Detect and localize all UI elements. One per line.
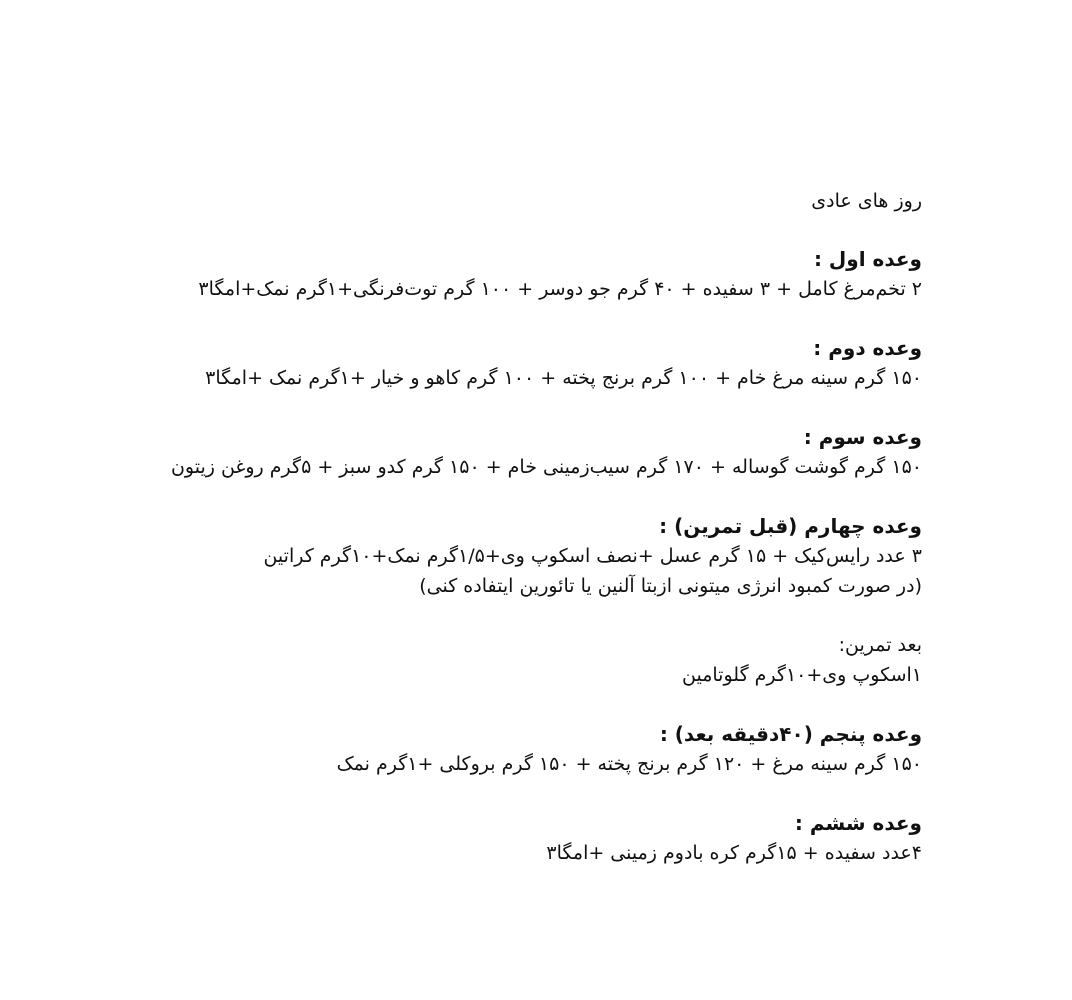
meal-1-items: ۲ تخم‌مرغ کامل + ۳ سفیده + ۴۰ گرم جو دوسر + ۱۰۰ گرم توت‌فرنگی+۱گرم نمک+امگا۳ <box>198 278 922 300</box>
document-body <box>162 186 922 868</box>
post-workout-heading: بعد تمرین: <box>838 634 922 656</box>
meal-1-heading: وعده اول : <box>813 247 922 271</box>
meal-3-heading: وعده سوم : <box>803 425 922 449</box>
meal-2-items: ۱۵۰ گرم سینه مرغ خام + ۱۰۰ گرم برنج پخته + ۱۰۰ گرم کاهو و خیار +۱گرم نمک +امگا۳ <box>205 367 922 389</box>
meal-2-heading: وعده دوم : <box>813 336 922 360</box>
meal-4-items: ۳ عدد رایس‌کیک + ۱۵ گرم عسل +نصف اسکوپ وی+۱/۵گرم نمک+۱۰گرم کراتین <box>263 545 922 567</box>
meal-5-heading: وعده پنجم (۴۰دقیقه بعد) : <box>659 722 922 746</box>
meal-5-items: ۱۵۰ گرم سینه مرغ + ۱۲۰ گرم برنج پخته + ۱۵۰ گرم بروکلی +۱گرم نمک <box>336 753 922 775</box>
meal-6-heading: وعده ششم : <box>794 811 922 835</box>
post-workout-items: ۱اسکوپ وی+۱۰گرم گلوتامین <box>682 664 922 686</box>
meal-4-note: (در صورت کمبود انرژی میتونی ازبتا آلنین یا تائورین ایتفاده کنی) <box>419 575 922 597</box>
meal-4-heading: وعده چهارم (قبل تمرین) : <box>659 514 922 538</box>
meal-3-items: ۱۵۰ گرم گوشت گوساله + ۱۷۰ گرم سیب‌زمینی خام + ۱۵۰ گرم کدو سبز + ۵گرم روغن زیتون <box>170 456 922 478</box>
meal-6-items: ۴عدد سفیده + ۱۵گرم کره بادوم زمینی +امگا۳ <box>546 842 922 864</box>
page-title: روز های عادی <box>811 190 922 212</box>
